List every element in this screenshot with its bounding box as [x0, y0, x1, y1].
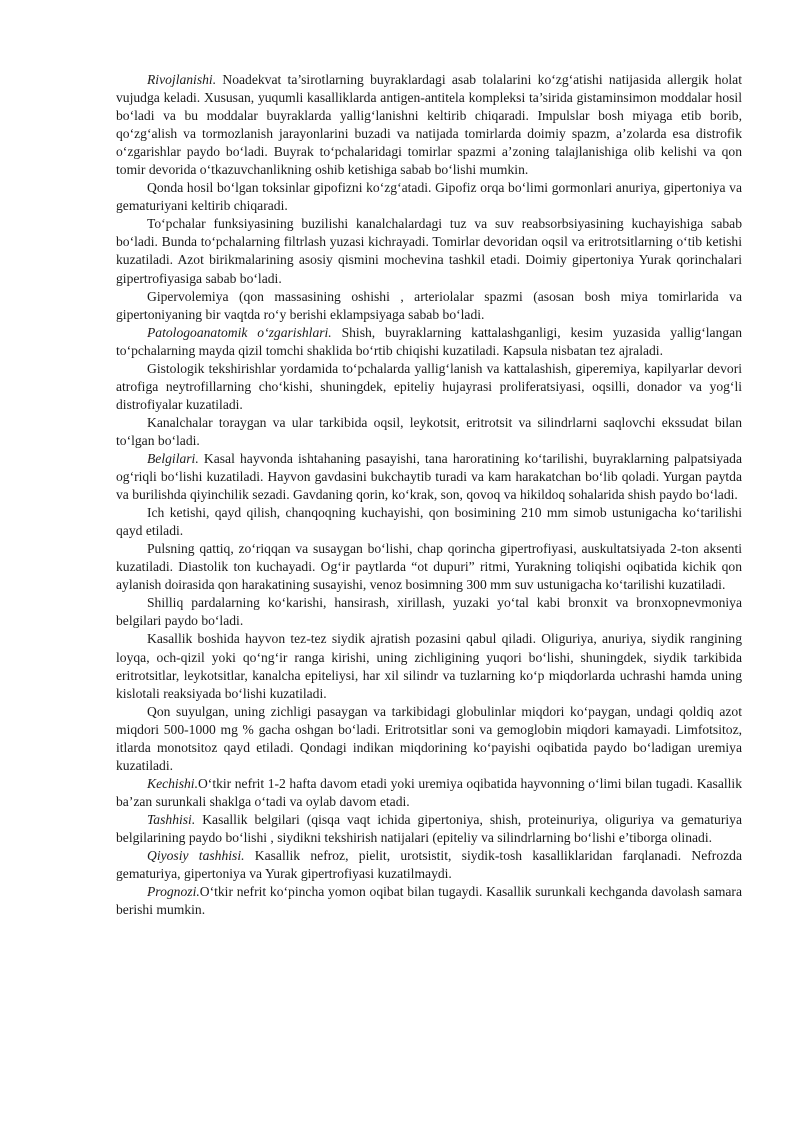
paragraph-gipervolemiya — [116, 288, 742, 324]
paragraph-text: Shilliq pardalarning ko‘karishi, hansirash, xirillash, yuzaki yo‘tal kabi bronxit va bronxopnevmoniya belgilari paydo bo‘ladi. — [116, 595, 742, 629]
paragraph-kanalchalar — [116, 414, 742, 450]
paragraph-text: O‘tkir nefrit 1-2 hafta davom etadi yoki uremiya oqibatida hayvonning o‘limi bilan tugadi. Kasallik ba’zan surunkali shaklga o‘tadi va oylab davom etadi. — [116, 775, 742, 809]
paragraph-text: Kasal hayvonda ishtahaning pasayishi, tana haroratining ko‘tarilishi, buyraklarning palpatsiyada og‘riqli bo‘lishi kuzatiladi. Hayvon gavdasini bukchaytib turadi va kam harakatchan bo‘lib qoladi. Yurgan paytda va burilishda qiyinchilik sezadi. Gavdaning qorin, ko‘krak, son, qovoq va hikildoq sohalarida shish paydo bo‘ladi. — [116, 450, 742, 503]
paragraph-rivojlanishi — [116, 71, 742, 179]
document-page — [116, 71, 742, 919]
section-heading-qiyosiy-tashhisi: Qiyosiy tashhisi. — [147, 848, 245, 864]
paragraph-belgilari — [116, 450, 742, 504]
section-heading-patologoanatomik: Patologoanatomik o‘zgarishlari. — [147, 324, 332, 340]
paragraph-prognozi — [116, 883, 742, 919]
paragraph-tashhisi — [116, 811, 742, 847]
paragraph-text: Kasallik nefroz, pielit, urotsistit, siydik-tosh kasalliklaridan farqlanadi. Nefrozda gematuriya, gipertoniya va Yurak gipertrofiyasi kuzatilmaydi. — [116, 848, 742, 882]
paragraph-topchalar-funksiyasi — [116, 215, 742, 287]
paragraph-text: Noadekvat ta’sirotlarning buyraklardagi asab tolalarini ko‘zg‘atishi natijasida allergik holat vujudga keladi. Xususan, yuqumli kasalliklarda antigen-antitela kompleksi ta’sirida gistaminsimon moddalar hosil bo‘ladi va bu moddalar buyraklarda yallig‘lanishni keltirib chiqaradi. Impulslar bosh miyaga etib borib, qo‘zg‘alish va tormozlanish jarayonlarini buzadi va natijada tomirlarda doimiy spazm, a’zolarda esa distrofik o‘zgarishlar paydo bo‘ladi. Buyrak to‘pchalaridagi tomirlar spazmi a’zoning talajlanishiga olib kelishi va qon tomir devorida o‘tkazuvchanlikning oshib ketishiga sabab bo‘lishi mumkin. — [116, 72, 742, 178]
paragraph-text: Kasallik belgilari (qisqa vaqt ichida gipertoniya, shish, proteinuriya, oliguriya va gematuriya belgilarining paydo bo‘lishi , siydikni tekshirish natijalari (epiteliy va silindrlarning bo‘lishi e’tiborga olinadi. — [116, 811, 742, 845]
section-heading-tashhisi: Tashhisi. — [147, 811, 196, 827]
section-heading-rivojlanishi: Rivojlanishi. — [147, 72, 217, 87]
paragraph-text: Shish, buyraklarning kattalashganligi, kesim yuzasida yallig‘langan to‘pchalarning mayda qizil tomchi shaklida bo‘rtib chiqishi kuzatiladi. Kapsula nisbatan tez ajraladi. — [116, 324, 742, 358]
paragraph-text: To‘pchalar funksiyasining buzilishi kanalchalardagi tuz va suv reabsorbsiyasining kuchayishiga sabab bo‘ladi. Bunda to‘pchalarning filtrlash yuzasi kichrayadi. Tomirlar devoridan oqsil va eritrotsitlarning o‘tib ketishi kuzatiladi. Azot birikmalarining asosiy qismini mochevina tashkil etadi. Doimiy gipertoniya Yurak qorinchalari gipertrofiyasiga sabab bo‘ladi. — [116, 216, 742, 286]
paragraph-text: O‘tkir nefrit ko‘pincha yomon oqibat bilan tugaydi. Kasallik surunkali kechganda davolash samara berishi mumkin. — [116, 884, 742, 918]
section-heading-prognozi: Prognozi. — [147, 884, 200, 900]
paragraph-kechishi — [116, 775, 742, 811]
paragraph-puls — [116, 540, 742, 594]
paragraph-text: Qon suyulgan, uning zichligi pasaygan va tarkibidagi globulinlar miqdori ko‘paygan, undagi qoldiq azot miqdori 500-1000 mg % gacha oshgan bo‘ladi. Eritrotsitlar soni va gemoglobin miqdori kamayadi. Limfotsitoz, itlarda monotsitoz qayd etiladi. Qondagi indikan miqdorining ko‘payishi oqibatida paydo bo‘ladigan uremiya kuzatiladi. — [116, 703, 742, 773]
paragraph-patologoanatomik — [116, 324, 742, 360]
paragraph-text: Gistologik tekshirishlar yordamida to‘pchalarda yallig‘lanish va kattalashish, giperemiya, kapilyarlar devori atrofiga neytrofillarning cho‘kishi, shuningdek, epiteliy hujayrasi proliferatsiyasi, oqsilli, donador va yog‘li distrofiyalar kuzatiladi. — [116, 360, 742, 412]
paragraph-shilliq-pardalar — [116, 594, 742, 630]
paragraph-qon — [116, 703, 742, 775]
paragraph-text: Qonda hosil bo‘lgan toksinlar gipofizni ko‘zg‘atadi. Gipofiz orqa bo‘limi gormonlari anuriya, gipertoniya va gematuriyani keltirib chiqaradi. — [116, 180, 742, 214]
paragraph-text: Pulsning qattiq, zo‘riqqan va susaygan bo‘lishi, chap qorincha gipertrofiyasi, auskultatsiyada 2-ton aksenti kuzatiladi. Diastolik ton kuchayadi. Og‘ir paytlarda “ot dupuri” ritmi, Yurakning toliqishi oqibatida kichik qon aylanish doirasida qon harakatining susayishi, venoz bosimning 300 mm suv ustunigacha ko‘tarilishi kuzatiladi. — [116, 541, 742, 593]
paragraph-qiyosiy-tashhisi — [116, 847, 742, 883]
paragraph-siydik — [116, 630, 742, 702]
paragraph-text: Kasallik boshida hayvon tez-tez siydik ajratish pozasini qabul qiladi. Oliguriya, anuriya, siydik rangining loyqa, och-qizil yoki qo‘ng‘ir ranga kirishi, uning zichligining yuqori bo‘lishi, shuningdek, siydik tarkibida eritrotsitlar, leykotsitlar, kanalcha epiteliysi, har xil silindr va tuzlarning ko‘p miqdorlarda uchrashi hamda uning kislotali reaksiyada bo‘lishi kuzatiladi. — [116, 631, 742, 701]
paragraph-toksinlar — [116, 179, 742, 215]
paragraph-text: Ich ketishi, qayd qilish, chanqoqning kuchayishi, qon bosimining 210 mm simob ustunigacha ko‘tarilishi qayd etiladi. — [116, 505, 742, 539]
paragraph-text: Gipervolemiya (qon massasining oshishi , arteriolalar spazmi (asosan bosh miya tomirlarida va gipertoniyaning bir vaqtda ro‘y berishi eklampsiyaga sabab bo‘ladi. — [116, 288, 742, 322]
paragraph-ich-ketishi — [116, 504, 742, 540]
paragraph-gistologik — [116, 360, 742, 414]
section-heading-kechishi: Kechishi. — [147, 775, 198, 791]
section-heading-belgilari: Belgilari. — [147, 450, 199, 466]
paragraph-text: Kanalchalar toraygan va ular tarkibida oqsil, leykotsit, eritrotsit va silindrlarni saqlovchi ekssudat bilan to‘lgan bo‘ladi. — [116, 414, 742, 448]
